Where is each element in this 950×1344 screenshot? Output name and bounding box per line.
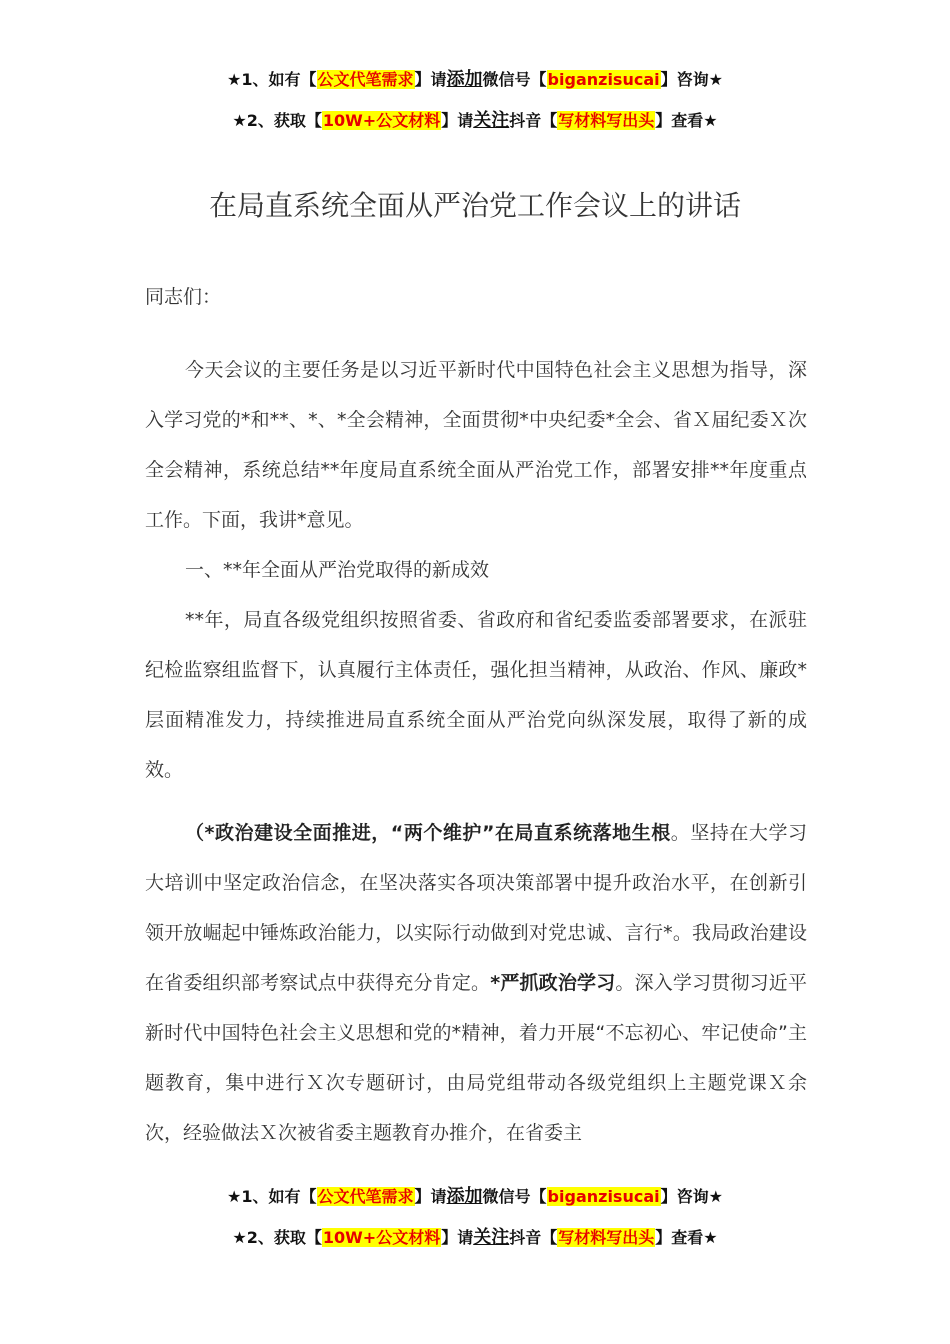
body-section-1 — [145, 345, 807, 795]
paragraph-political-building — [145, 808, 807, 1158]
banner-text: ★2、获取【 — [232, 1228, 322, 1247]
greeting-text: 同志们： — [145, 286, 222, 308]
banner-highlight: 写材料写出头 — [558, 1228, 655, 1247]
banner-highlight: 10W+公文材料 — [322, 1228, 441, 1247]
banner-text: 抖音【 — [509, 1228, 558, 1247]
banner-highlight: biganzisucai — [547, 1187, 660, 1206]
banner-text: ★1、如有【 — [227, 1187, 317, 1206]
banner-text: 】查看★ — [655, 1228, 718, 1247]
banner-underline: 添加 — [446, 1186, 483, 1207]
banner-highlight: 公文代笔需求 — [317, 1187, 414, 1206]
paragraph-summary: **年，局直各级党组织按照省委、省政府和省纪委监委部署要求，在派驻纪检监察组监督下，认真履行主体责任，强化担当精神，从政治、作风、廉政*层面精准发力，持续推进局直系统全面从严治党向纵深发展，取得了新的成效。 — [145, 609, 807, 781]
paragraph-text: 。坚持在大学习大培训中坚定政治信念，在坚决落实各项决策部署中提升政治水平，在创新引领开放崛起中锤炼政治能力，以实际行动做到对党忠诚、言行*。我局政治建设在省委组织部考察试点中获得充分肯定。 — [145, 822, 807, 994]
banner-text: 微信号【 — [482, 1187, 547, 1206]
greeting — [145, 282, 807, 312]
paragraph-text: 。深入学习贯彻习近平新时代中国特色社会主义思想和党的*精神，着力开展“不忘初心、牢记使命”主题教育，集中进行Ｘ次专题研讨，由局党组带动各级党组织上主题党课Ｘ余次，经验做法Ｘ次被省委主题教育办推介，在省委主 — [145, 972, 807, 1144]
bold-heading: （*政治建设全面推进，“两个维护”在局直系统落地生根 — [185, 822, 671, 844]
banner-underline: 添加 — [446, 69, 483, 90]
banner-highlight: 10W+公文材料 — [322, 111, 441, 130]
banner-text: 】请 — [414, 1187, 447, 1206]
promo-banner-line2-top — [0, 109, 950, 133]
banner-text: 】查看★ — [655, 111, 718, 130]
document-title: 在局直系统全面从严治党工作会议上的讲话 — [208, 189, 741, 222]
banner-text: 】咨询★ — [660, 70, 723, 89]
banner-text: 微信号【 — [482, 70, 547, 89]
banner-text: 抖音【 — [509, 111, 558, 130]
body-section-2 — [145, 808, 807, 1158]
banner-text: 】请 — [441, 111, 474, 130]
banner-text: 】请 — [414, 70, 447, 89]
banner-highlight: 写材料写出头 — [558, 111, 655, 130]
banner-highlight: 公文代笔需求 — [317, 70, 414, 89]
banner-text: ★2、获取【 — [232, 111, 322, 130]
banner-text: ★1、如有【 — [227, 70, 317, 89]
banner-underline: 关注 — [473, 1227, 510, 1248]
promo-banner-line1-top — [0, 68, 950, 92]
banner-text: 】请 — [441, 1228, 474, 1247]
promo-banner-line1-bottom — [0, 1185, 950, 1209]
paragraph-intro: 今天会议的主要任务是以习近平新时代中国特色社会主义思想为指导，深入学习党的*和**、*、*全会精神，全面贯彻*中央纪委*全会、省Ｘ届纪委Ｘ次全会精神，系统总结**年度局直系统全面从严治党工作，部署安排**年度重点工作。下面，我讲*意见。 — [145, 359, 807, 531]
banner-highlight: biganzisucai — [547, 70, 660, 89]
bold-heading: *严抓政治学习 — [490, 972, 616, 994]
banner-underline: 关注 — [473, 110, 510, 131]
section-heading: 一、**年全面从严治党取得的新成效 — [185, 559, 490, 581]
banner-text: 】咨询★ — [660, 1187, 723, 1206]
promo-banner-line2-bottom — [0, 1226, 950, 1250]
